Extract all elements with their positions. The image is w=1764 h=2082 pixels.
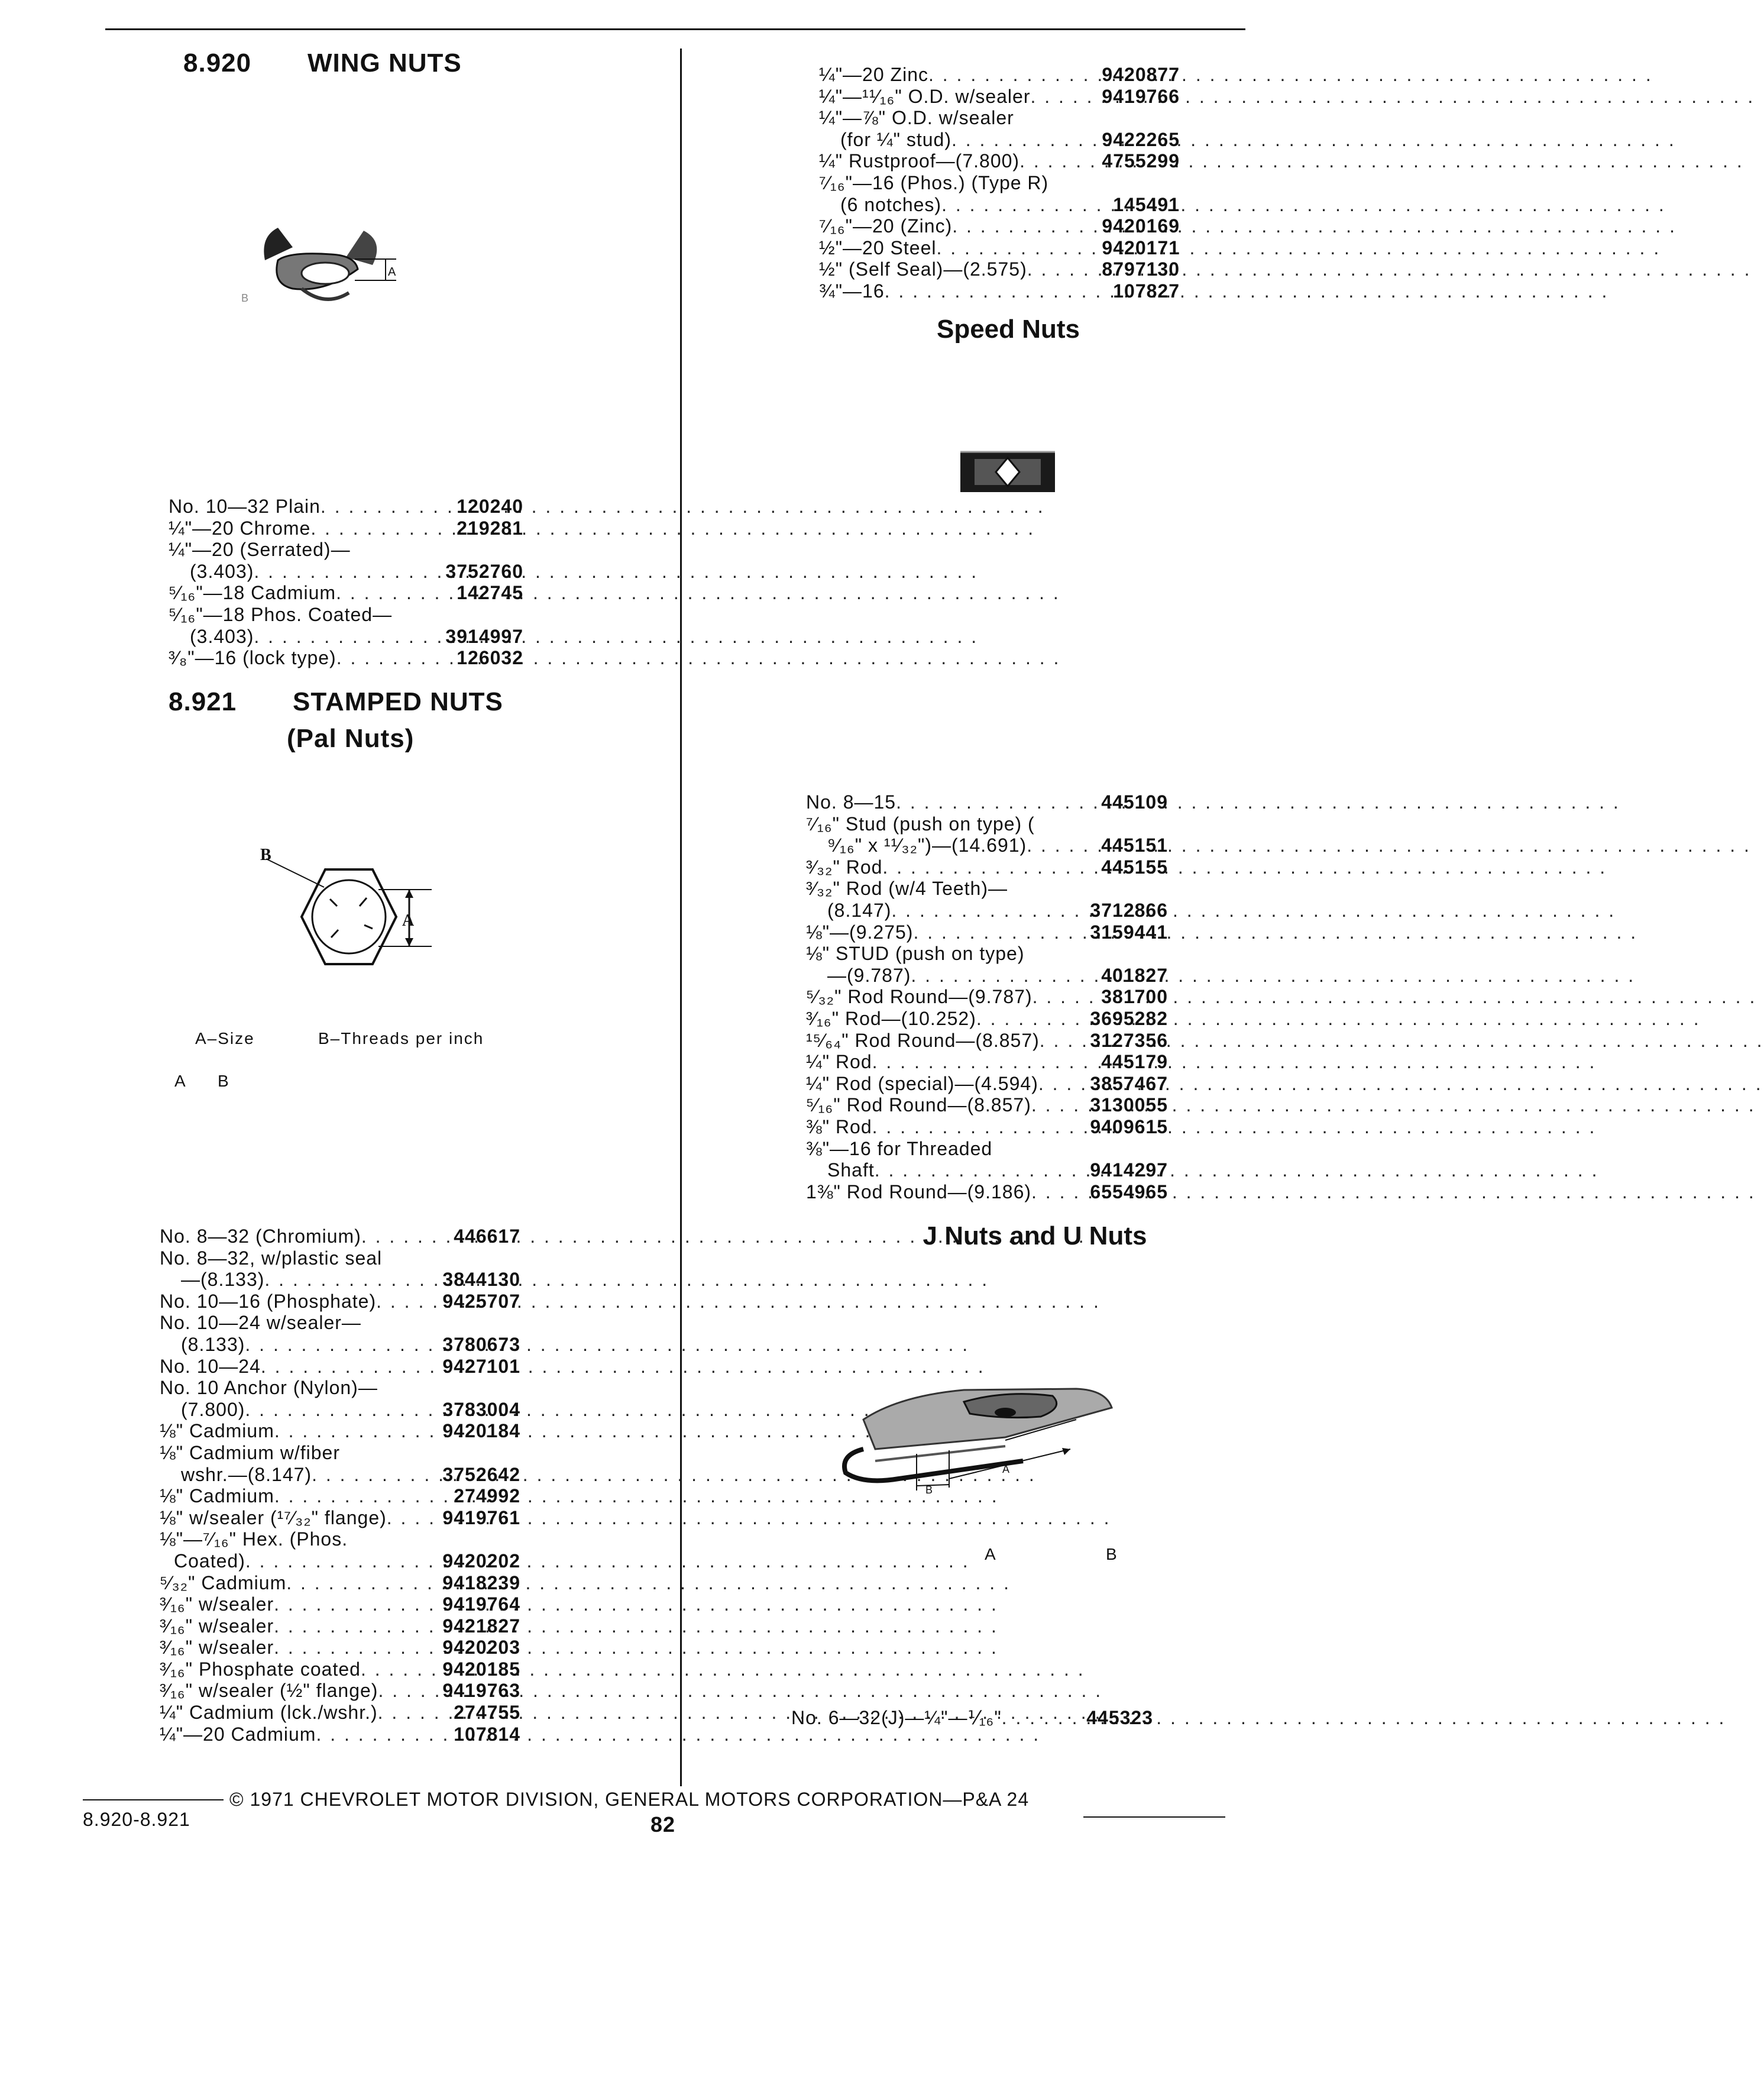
list-item: No. 10—32 Plain . . . 120240 [169, 496, 523, 518]
list-item: ⁷⁄₁₆" Stud (push on type) ( [806, 813, 1035, 835]
list-item: No. 10—24 . . . 9427101 [160, 1356, 520, 1378]
list-item: ⅜"—16 for Threaded [806, 1137, 993, 1159]
list-item: ³⁄₁₆" Rod—(10.252) . . . 3695282 [806, 1008, 1168, 1030]
list-item: —(9.787) . . . 401827 [806, 965, 1168, 987]
list-item: ⅜" Rod . . . 9409615 [806, 1116, 1168, 1138]
footer-copyright: © 1971 CHEVROLET MOTOR DIVISION, GENERAL MOTORS CORPORATION—P&A 24 [229, 1789, 1030, 1810]
pal-nut-illustration [254, 846, 444, 1000]
wing-nuts-title: WING NUTS [308, 49, 462, 77]
wing-nuts-heading [183, 49, 462, 78]
list-item: (3.403) . . . 3914997 [169, 626, 523, 648]
list-item: ³⁄₁₆" w/sealer . . . 9421827 [160, 1615, 520, 1637]
j-dim-a-label: A [1002, 1463, 1010, 1475]
pal-column-b-label: B [218, 1072, 230, 1090]
speed-nuts-list [806, 791, 1168, 1202]
list-item: No. 10—16 (Phosphate) . . . 9425707 [160, 1291, 520, 1312]
list-item: ¼" Cadmium (lck./wshr.) . . . 274755 [160, 1702, 520, 1724]
list-item: No. 8—32, w/plastic seal [160, 1247, 383, 1269]
list-item: ⁵⁄₁₆"—18 Phos. Coated— [169, 603, 393, 625]
list-item: ¼"—⅞" O.D. w/sealer [819, 107, 1014, 129]
list-item: ¼" Rod . . . 445179 [806, 1051, 1168, 1073]
j-nut-illustration [828, 1384, 1135, 1514]
list-item: Coated) . . . 9420202 [160, 1550, 520, 1572]
list-item: (8.133) . . . 3780673 [160, 1334, 520, 1356]
pal-column-a-label: A [174, 1072, 187, 1090]
list-item: ⁹⁄₁₆" x ¹¹⁄₃₂")—(14.691) . . . 445151 [806, 835, 1168, 856]
list-item: ⅛" Cadmium . . . 274992 [160, 1485, 520, 1507]
pal-dim-b-label: B [260, 846, 271, 864]
speed-nut-illustration [960, 450, 1055, 494]
list-item: (7.800) . . . 3783004 [160, 1399, 520, 1421]
pal-dim-a-label: A [402, 911, 415, 930]
list-item: 1⅜" Rod Round—(9.186) . . . 6554965 [806, 1181, 1168, 1203]
page-number: 82 [650, 1812, 676, 1837]
list-item: ⅛" Cadmium . . . 9420184 [160, 1420, 520, 1442]
wing-nut-illustration [237, 219, 414, 319]
j-u-nuts-title: J Nuts and U Nuts [923, 1221, 1147, 1250]
list-item: ³⁄₃₂" Rod . . . 445155 [806, 856, 1168, 878]
stamped-nuts-list [160, 1226, 520, 1745]
list-item: ⅛" w/sealer (¹⁷⁄₃₂" flange) . . . 9419761 [160, 1507, 520, 1529]
j-column-b-label: B [1106, 1545, 1118, 1563]
list-item: ⅛"—(9.275) . . . 3159441 [806, 922, 1168, 943]
wing-nuts-section-number: 8.920 [183, 49, 252, 77]
list-item: ⅛"—⁷⁄₁₆" Hex. (Phos. [160, 1528, 348, 1550]
list-item: No. 8—15 . . . 445109 [806, 791, 1168, 813]
list-item: (for ¼" stud) . . . 9422265 [819, 129, 1180, 151]
list-item: ³⁄₁₆" w/sealer (½" flange) . . . 9419763 [160, 1680, 520, 1702]
list-item: ⁵⁄₁₆"—18 Cadmium . . . 142745 [169, 582, 523, 604]
list-item: ⁵⁄₃₂" Rod Round—(9.787) . . . 381700 [806, 986, 1168, 1008]
list-item: ¼"—20 (Serrated)— [169, 539, 351, 561]
list-item: ³⁄₁₆" w/sealer . . . 9420203 [160, 1637, 520, 1659]
list-item: ¾"—16 . . . 107827 [819, 280, 1180, 302]
stamped-nuts-title: STAMPED NUTS [293, 687, 503, 716]
wing-dim-a-label: A [388, 266, 396, 279]
footer-rule-left [83, 1799, 224, 1800]
list-item: No. 10—24 w/sealer— [160, 1312, 361, 1334]
j-column-a-label: A [985, 1545, 997, 1563]
list-item: ³⁄₁₆" w/sealer . . . 9419764 [160, 1593, 520, 1615]
list-item: ¼"—20 Chrome . . . 219281 [169, 518, 523, 539]
list-item: ⁵⁄₁₆" Rod Round—(8.857) . . . 3130055 [806, 1094, 1168, 1116]
list-item: ¼"—20 Zinc . . . 9420877 [819, 64, 1180, 86]
list-item: ½" (Self Seal)—(2.575) . . . 8797130 [819, 258, 1180, 280]
pal-legend-threads: B–Threads per inch [318, 1029, 484, 1048]
list-item: ⁷⁄₁₆"—20 (Zinc) . . . 9420169 [819, 215, 1180, 237]
list-item: (8.147) . . . 3712866 [806, 900, 1168, 922]
stamped-nuts-heading [169, 687, 503, 717]
pal-legend-size: A–Size [195, 1029, 255, 1048]
j-dim-b-label: B [925, 1484, 933, 1496]
j-u-nuts-list [791, 1707, 1153, 1729]
list-item: (3.403) . . . 3752760 [169, 561, 523, 583]
list-item: ⅛" Cadmium w/fiber [160, 1441, 340, 1463]
top-rule [105, 28, 1245, 30]
footer-section-range: 8.920-8.921 [83, 1809, 190, 1830]
footer-rule-right [1083, 1816, 1225, 1818]
list-item: (6 notches) . . . 145491 [819, 194, 1180, 216]
list-item: ⅛" STUD (push on type) [806, 943, 1025, 965]
list-item: ¼" Rustproof—(7.800) . . . 4755299 [819, 150, 1180, 172]
list-item: ½"—20 Steel . . . 9420171 [819, 237, 1180, 259]
list-item: ¼" Rod (special)—(4.594) . . . 3857467 [806, 1073, 1168, 1095]
list-item: ¼"—20 Cadmium . . . 107814 [160, 1724, 520, 1745]
list-item: No. 10 Anchor (Nylon)— [160, 1377, 378, 1399]
list-item: ³⁄₈"—16 (lock type) . . . 126032 [169, 647, 523, 669]
stamped-nuts-section-number: 8.921 [169, 687, 237, 716]
list-item: ⁵⁄₃₂" Cadmium . . . 9418239 [160, 1572, 520, 1594]
list-item: wshr.—(8.147) . . . 3752642 [160, 1464, 520, 1486]
list-item: ³⁄₁₆" Phosphate coated . . . 9420185 [160, 1659, 520, 1680]
list-item: No. 6—32(J)—¼"—⅟₁₆" . . . 445323 [791, 1707, 1153, 1729]
list-item: ¹⁵⁄₆₄" Rod Round—(8.857) . . . 3127356 [806, 1030, 1168, 1052]
list-item: ³⁄₃₂" Rod (w/4 Teeth)— [806, 878, 1008, 900]
right-top-list [819, 64, 1180, 302]
list-item: ⁷⁄₁₆"—16 (Phos.) (Type R) [819, 172, 1049, 193]
list-item: No. 8—32 (Chromium) . . . 446617 [160, 1226, 520, 1247]
stamped-nuts-subtitle: (Pal Nuts) [287, 724, 415, 753]
list-item: —(8.133) . . . 3844130 [160, 1269, 520, 1291]
wing-dim-b-label: B [241, 292, 249, 304]
list-item: ¼"—¹¹⁄₁₆" O.D. w/sealer . . . 9419766 [819, 86, 1180, 108]
wing-nuts-list [169, 496, 523, 669]
list-item: Shaft . . . 9414297 [806, 1159, 1168, 1181]
speed-nuts-title: Speed Nuts [936, 315, 1080, 344]
